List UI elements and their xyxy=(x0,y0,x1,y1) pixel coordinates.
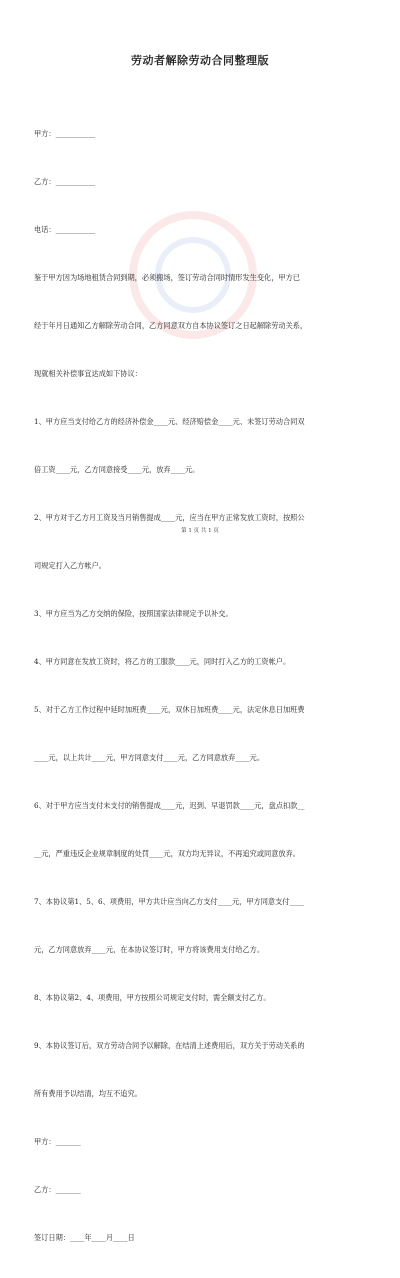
clause-5-line-1: 5、对于乙方工作过程中延时加班费____元，双休日加班费____元，法定休息日加班费 xyxy=(34,705,305,714)
clause-5-line-2: ____元，以上共计____元，甲方同意支付____元，乙方同意放弃____元。 xyxy=(34,753,265,762)
clause-6-line-2: __元，严重违反企业规章制度的处罚____元，双方均无异议，不再追究或同意放弃。 xyxy=(34,849,300,858)
clause-1-line-2: 倍工资____元，乙方同意接受____元，放弃____元。 xyxy=(34,465,200,474)
document-title: 劳动者解除劳动合同整理版 xyxy=(131,54,269,67)
clause-8-line: 8、本协议第2、4、项费用，甲方按照公司规定支付时，需全额支付乙方。 xyxy=(34,993,271,1002)
signing-date: 签订日期：____年____月____日 xyxy=(34,1233,135,1242)
clause-9-line-2: 所有费用予以结清，均互不追究。 xyxy=(34,1089,142,1098)
clause-4-line: 4、甲方同意在发放工资时，将乙方的工服款____元，同时打入乙方的工资帐户。 xyxy=(34,657,291,666)
clause-9-line-1: 9、本协议签订后，双方劳动合同予以解除，在结清上述费用后，双方关于劳动关系的 xyxy=(34,1041,305,1050)
clause-1-line-1: 1、甲方应当支付给乙方的经济补偿金____元、经济赔偿金____元、未签订劳动合同双 xyxy=(34,417,305,426)
clause-7-line-2: 元，乙方同意放弃____元，在本协议签订时，甲方将该费用支付给乙方。 xyxy=(34,945,265,954)
signature-party-a: 甲方：_______ xyxy=(34,1137,81,1146)
clause-7-line-1: 7、本协议第1、5、6、项费用，甲方共计应当向乙方支付____元，甲方同意支付____ xyxy=(34,897,304,906)
preamble-line-3: 现就相关补偿事宜达成如下协议： xyxy=(34,369,142,378)
document-body xyxy=(34,94,374,1278)
clause-2-line-2: 司规定打入乙方帐户。 xyxy=(34,561,106,570)
preamble-line-1: 鉴于甲方因为场地租赁合同到期，必须搬场，签订劳动合同时情形发生变化，甲方已 xyxy=(34,273,300,282)
clause-3-line: 3、甲方应当为乙方交纳的保险，按照国家法律规定予以补交。 xyxy=(34,609,233,618)
page-footer: 第 1 页 共 1 页 xyxy=(181,528,219,534)
preamble-line-2: 经于年月日通知乙方解除劳动合同，乙方同意双方自本协议签订之日起解除劳动关系， xyxy=(34,321,308,330)
clause-6-line-1: 6、对于甲方应当支付未支付的销售提成____元，迟到、早退罚款____元，盘点扣款__ xyxy=(34,801,305,810)
party-a-line: 甲方：___________ xyxy=(34,129,96,138)
signature-party-b: 乙方：_______ xyxy=(34,1185,81,1194)
clause-2-line-1: 2、甲方对于乙方月工资及当月销售提成____元，应当在甲方正常发放工资时，按照公 xyxy=(34,513,305,522)
party-b-line: 乙方：___________ xyxy=(34,177,96,186)
phone-line: 电话：___________ xyxy=(34,225,96,234)
